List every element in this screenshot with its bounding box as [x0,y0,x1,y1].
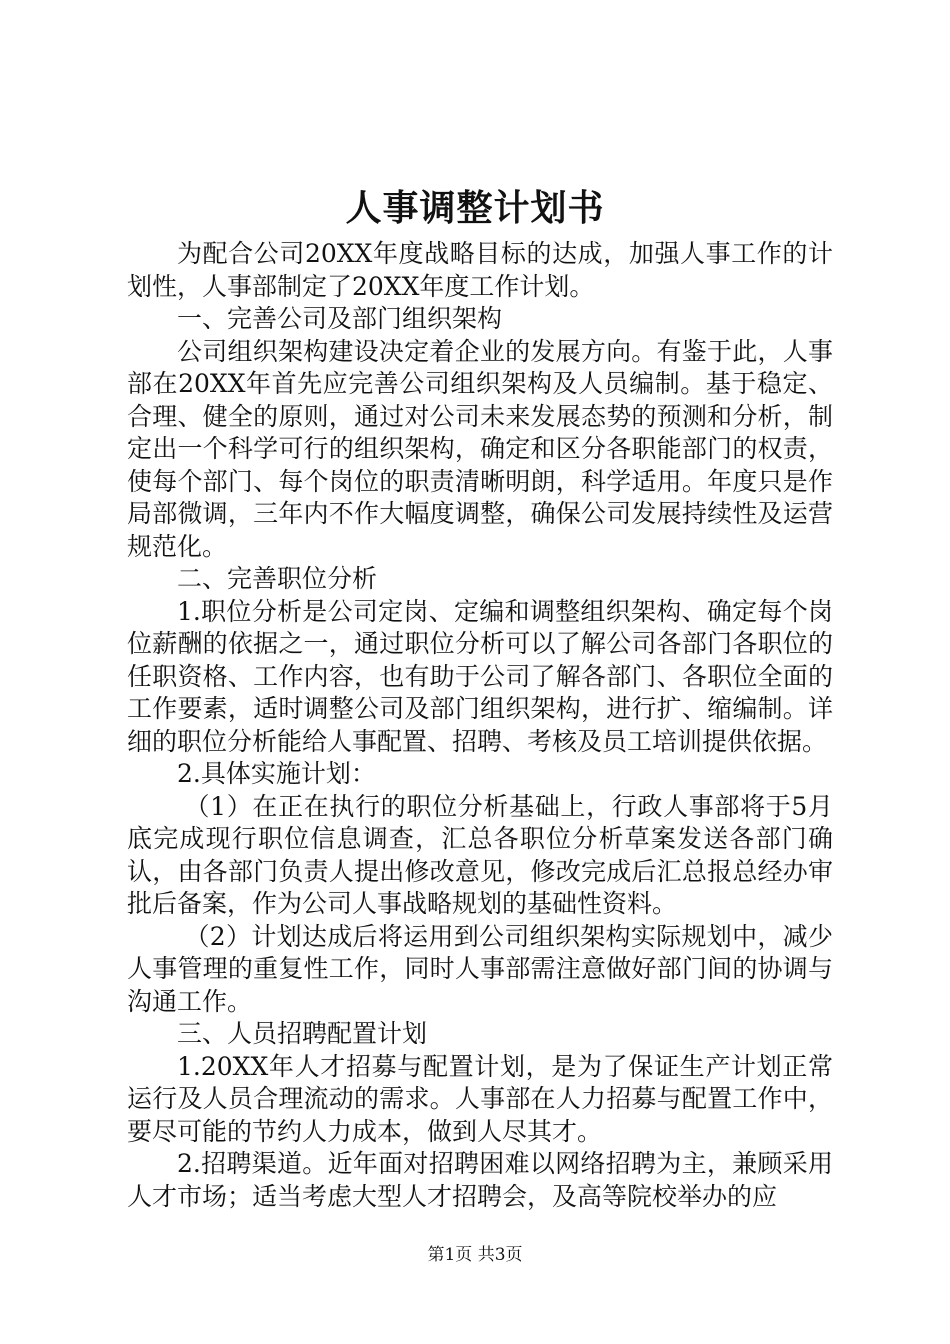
section-heading-2: 二、完善职位分析 [177,564,378,593]
document-body [127,238,833,1213]
section-3-item-2: 2.招聘渠道。近年面对招聘困难以网络招聘为主，兼顾采用人才市场；适当考虑大型人才招聘会，及高等院校举办的应 [127,1149,833,1211]
intro-paragraph: 为配合公司20XX年度战略目标的达成，加强人事工作的计划性，人事部制定了20XX年度工作计划。 [127,239,833,301]
section-2-subitem-1: （1）在正在执行的职位分析基础上，行政人事部将于5月底完成现行职位信息调查，汇总各职位分析草案发送各部门确认，由各部门负责人提出修改意见，修改完成后汇总报总经办审批后备案，作为公司人事战略规划的基础性资料。 [127,791,833,918]
section-2-subitem-2: （2）计划达成后将运用到公司组织架构实际规划中，减少人事管理的重复性工作，同时人事部需注意做好部门间的协调与沟通工作。 [127,921,833,1016]
section-1-paragraph: 公司组织架构建设决定着企业的发展方向。有鉴于此，人事部在20XX年首先应完善公司组织架构及人员编制。基于稳定、合理、健全的原则，通过对公司未来发展态势的预测和分析，制定出一个科学可行的组织架构，确定和区分各职能部门的权责，使每个部门、每个岗位的职责清晰明朗，科学适用。年度只是作局部微调，三年内不作大幅度调整，确保公司发展持续性及运营规范化。 [127,336,833,561]
section-2-item-2: 2.具体实施计划： [177,759,376,788]
document-title: 人事调整计划书 [345,187,605,229]
section-3-item-1: 1.20XX年人才招募与配置计划，是为了保证生产计划正常运行及人员合理流动的需求。人事部在人力招募与配置工作中，要尽可能的节约人力成本，做到人尽其才。 [127,1051,833,1146]
section-heading-1: 一、完善公司及部门组织架构 [177,304,503,333]
page-footer: 第1页 共3页 [427,1245,523,1265]
section-2-item-1: 1.职位分析是公司定岗、定编和调整组织架构、确定每个岗位薪酬的依据之一，通过职位分析可以了解公司各部门各职位的任职资格、工作内容，也有助于公司了解各部门、各职位全面的工作要素，适时调整公司及部门组织架构，进行扩、缩编制。详细的职位分析能给人事配置、招聘、考核及员工培训提供依据。 [127,596,833,756]
section-heading-3: 三、人员招聘配置计划 [177,1019,428,1048]
